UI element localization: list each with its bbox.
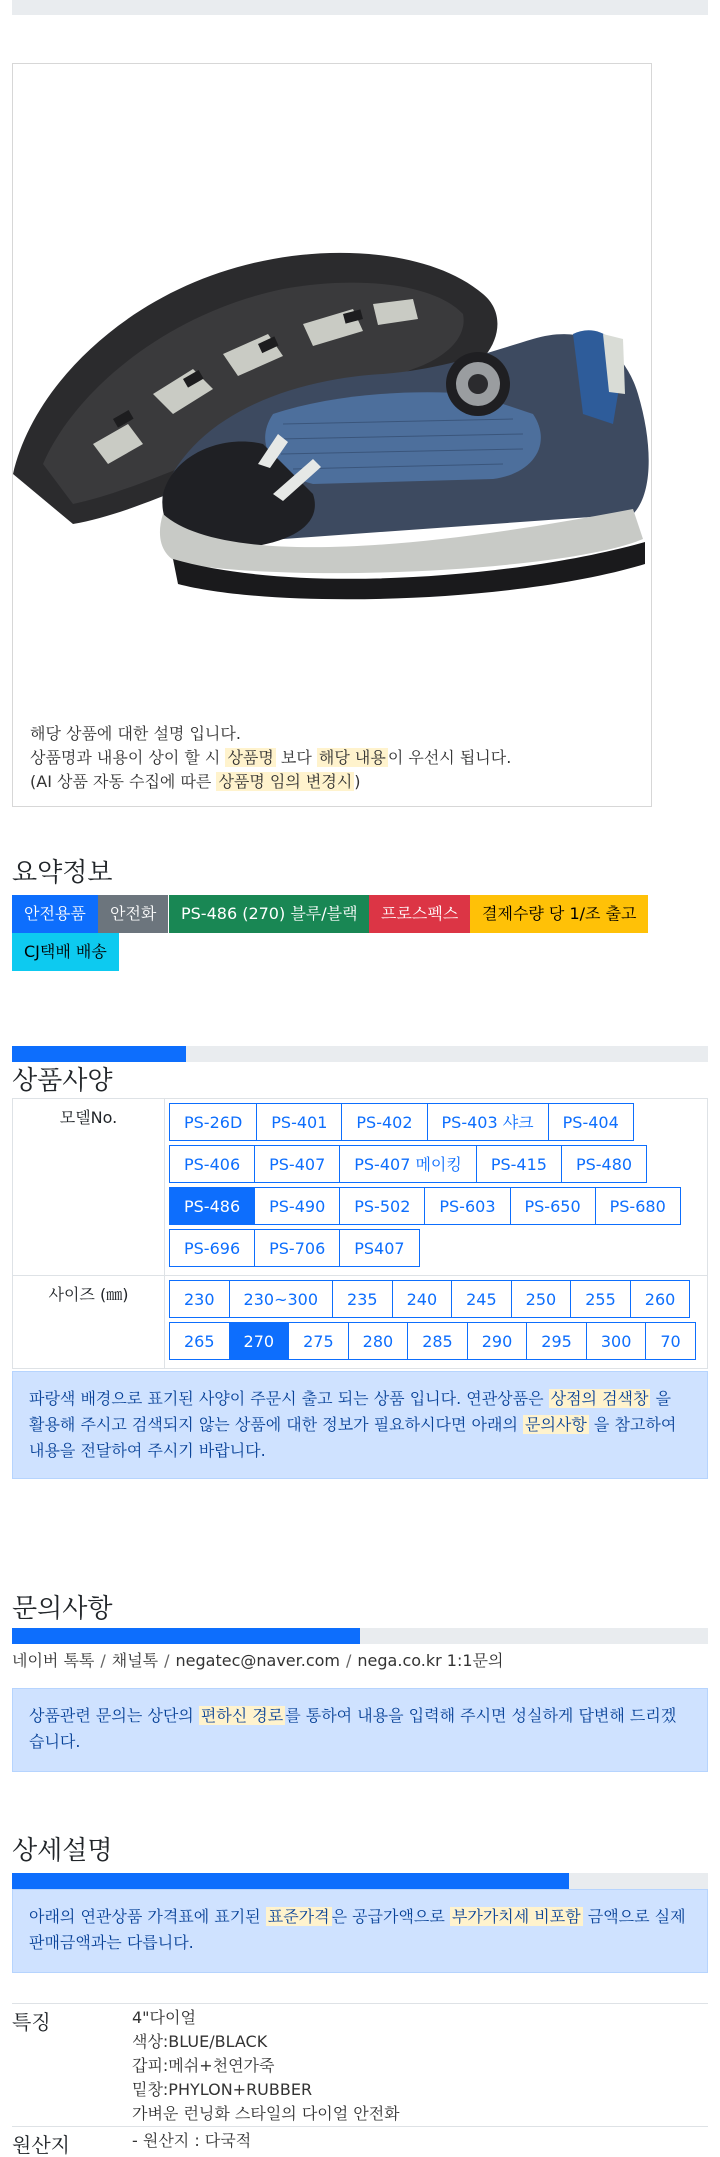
model-option[interactable]: PS-680 <box>595 1187 681 1225</box>
feature-item: 밑창:PHYLON+RUBBER <box>132 2080 313 2099</box>
model-option[interactable]: PS-415 <box>476 1145 562 1183</box>
highlight-inquiry: 문의사항 <box>525 1415 587 1434</box>
detail-progress-fill <box>12 1873 569 1889</box>
product-description <box>30 722 511 794</box>
origin-value: - 원산지 : 다국적 <box>132 2131 252 2150</box>
desc-text: (AI 상품 자동 수집에 따른 <box>30 772 217 791</box>
model-option[interactable]: PS-490 <box>254 1187 340 1225</box>
features-row <box>12 2003 708 2126</box>
website-inquiry-link[interactable]: nega.co.kr 1:1문의 <box>357 1651 504 1670</box>
spec-notice <box>12 1371 708 1479</box>
highlight-product-name: 상품명 <box>227 748 274 767</box>
model-option[interactable]: PS-486 <box>169 1187 255 1225</box>
model-options <box>165 1099 707 1275</box>
features-label: 특징 <box>12 2010 51 2034</box>
size-option[interactable]: 70 <box>645 1322 695 1360</box>
size-option[interactable]: 230 <box>169 1280 230 1318</box>
size-option[interactable]: 300 <box>586 1322 647 1360</box>
size-option[interactable]: 260 <box>630 1280 691 1318</box>
model-label: 모델No. <box>13 1099 165 1275</box>
badge-category: 안전용품 <box>12 895 98 933</box>
model-option[interactable]: PS-407 메이킹 <box>339 1145 477 1183</box>
size-option[interactable]: 230~300 <box>229 1280 333 1318</box>
detail-progress-bar <box>12 1873 708 1889</box>
size-options <box>165 1276 707 1368</box>
size-option[interactable]: 235 <box>332 1280 393 1318</box>
size-option[interactable]: 295 <box>526 1322 587 1360</box>
origin-label: 원산지 <box>12 2133 70 2157</box>
desc-text: 상품명과 내용이 상이 할 시 <box>30 748 226 767</box>
model-option[interactable]: PS-26D <box>169 1103 257 1141</box>
highlight-rename: 상품명 임의 변경시 <box>218 772 353 791</box>
model-option[interactable]: PS-480 <box>561 1145 647 1183</box>
badge-model: PS-486 (270) 블루/블랙 <box>169 895 370 933</box>
model-option[interactable]: PS-406 <box>169 1145 255 1183</box>
size-option[interactable]: 285 <box>407 1322 468 1360</box>
spec-progress-bar <box>12 1046 708 1062</box>
detail-notice <box>12 1889 708 1973</box>
spec-table <box>12 1098 708 1369</box>
highlight-search: 상점의 검색창 <box>550 1389 649 1408</box>
size-option[interactable]: 250 <box>511 1280 572 1318</box>
naver-talktalk-link[interactable]: 네이버 톡톡 <box>12 1651 95 1670</box>
size-option[interactable]: 275 <box>288 1322 349 1360</box>
notice-text: 상품관련 문의는 상단의 <box>29 1706 199 1725</box>
notice-text: 금액으로 실제 판매금액과는 다릅니다. <box>29 1907 686 1952</box>
desc-text: ) <box>354 772 361 791</box>
detail-title: 상세설명 <box>12 1836 113 1866</box>
badge-subcategory: 안전화 <box>98 895 168 933</box>
spec-row-size <box>13 1276 707 1368</box>
channeltalk-link[interactable]: 채널톡 <box>111 1651 159 1670</box>
desc-line-2 <box>30 746 511 770</box>
inquiry-progress-bar <box>12 1628 708 1644</box>
badge-quantity: 결제수량 당 1/조 출고 <box>470 895 648 933</box>
contact-channels: 네이버 톡톡 / 채널톡 / negatec@naver.com / nega.co.kr 1:1문의 <box>12 1651 504 1670</box>
highlight-channel: 편하신 경로 <box>200 1706 284 1725</box>
badge-brand: 프로스펙스 <box>369 895 470 933</box>
model-option[interactable]: PS-650 <box>510 1187 596 1225</box>
size-option[interactable]: 290 <box>467 1322 528 1360</box>
notice-text: 은 공급가액으로 <box>331 1907 450 1926</box>
size-label: 사이즈 (㎜) <box>13 1276 165 1368</box>
size-option[interactable]: 270 <box>229 1322 290 1360</box>
highlight-vat: 부가가치세 비포함 <box>451 1907 581 1926</box>
highlight-standard-price: 표준가격 <box>267 1907 330 1926</box>
highlight-content: 해당 내용 <box>318 748 386 767</box>
features-values <box>132 2004 708 2126</box>
model-option[interactable]: PS-403 샤크 <box>427 1103 549 1141</box>
top-progress-bar <box>12 0 708 15</box>
size-option[interactable]: 240 <box>392 1280 453 1318</box>
notice-text: 을 참고하여 내용을 전달하여 주시기 바랍니다. <box>29 1415 677 1460</box>
inquiry-title: 문의사항 <box>12 1594 113 1624</box>
model-option[interactable]: PS-407 <box>254 1145 340 1183</box>
desc-line-1: 해당 상품에 대한 설명 입니다. <box>30 724 241 743</box>
origin-row <box>12 2126 708 2157</box>
desc-text: 이 우선시 됩니다. <box>387 748 512 767</box>
desc-line-3 <box>30 770 511 794</box>
model-option[interactable]: PS-402 <box>341 1103 427 1141</box>
model-option[interactable]: PS-603 <box>424 1187 510 1225</box>
size-option[interactable]: 245 <box>451 1280 512 1318</box>
size-option[interactable]: 265 <box>169 1322 230 1360</box>
model-option[interactable]: PS407 <box>339 1229 419 1267</box>
feature-item: 색상:BLUE/BLACK <box>132 2032 268 2051</box>
size-option[interactable]: 280 <box>348 1322 409 1360</box>
notice-text: 을 활용해 주시고 검색되지 않는 상품에 대한 정보가 필요하시다면 아래의 <box>29 1389 672 1434</box>
model-option[interactable]: PS-502 <box>339 1187 425 1225</box>
notice-text: 아래의 연관상품 가격표에 표기된 <box>29 1907 266 1926</box>
model-option[interactable]: PS-404 <box>548 1103 634 1141</box>
notice-text: 파랑색 배경으로 표기된 사양이 주문시 출고 되는 상품 입니다. 연관상품은 <box>29 1389 549 1408</box>
inquiry-notice <box>12 1688 708 1772</box>
summary-title: 요약정보 <box>12 858 113 888</box>
features-table <box>12 2003 708 2157</box>
model-option[interactable]: PS-706 <box>254 1229 340 1267</box>
feature-item: 갑피:메쉬+천연가죽 <box>132 2056 275 2075</box>
inquiry-progress-fill <box>12 1628 360 1644</box>
model-option[interactable]: PS-401 <box>256 1103 342 1141</box>
badge-shipping: CJ택배 배송 <box>12 933 119 971</box>
product-image <box>13 164 653 664</box>
size-option[interactable]: 255 <box>570 1280 631 1318</box>
email-link[interactable]: negatec@naver.com <box>175 1651 341 1670</box>
feature-item: 가벼운 런닝화 스타일의 다이얼 안전화 <box>132 2104 400 2123</box>
spec-title: 상품사양 <box>12 1066 113 1096</box>
product-card <box>12 63 652 807</box>
model-option[interactable]: PS-696 <box>169 1229 255 1267</box>
desc-text: 보다 <box>275 748 317 767</box>
spec-row-model <box>13 1099 707 1276</box>
notice-text: 를 통하여 내용을 입력해 주시면 성실하게 답변해 드리겠습니다. <box>29 1706 677 1751</box>
feature-item: 4"다이얼 <box>132 2008 196 2027</box>
